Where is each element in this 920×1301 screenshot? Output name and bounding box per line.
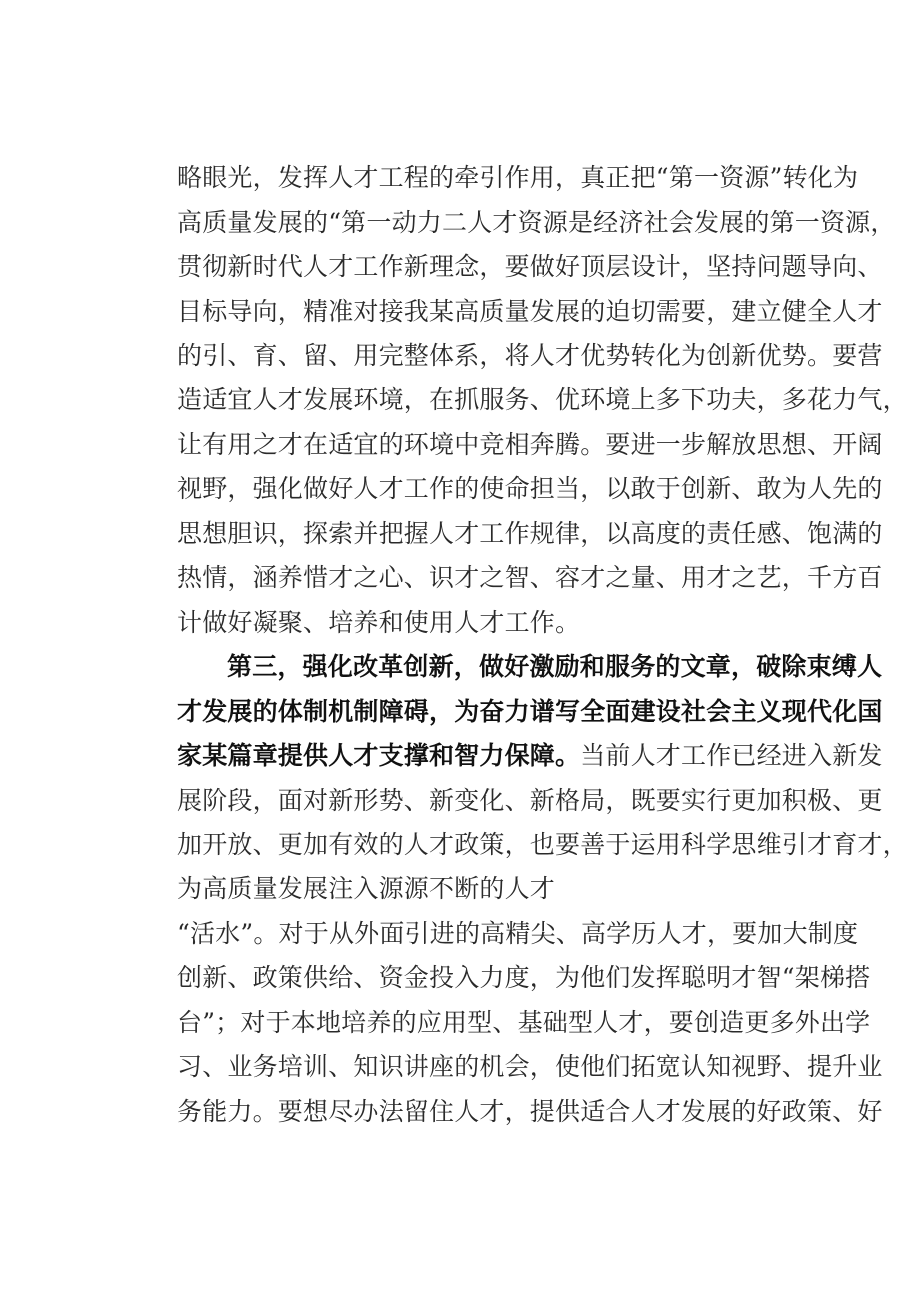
paragraph-line: 视野，强化做好人才工作的使命担当，以敢于创新、敢为人先的 bbox=[177, 474, 883, 503]
paragraph-line: “活水”。对于从外面引进的高精尖、高学历人才，要加大制度 bbox=[177, 919, 859, 948]
section-three-line-3 bbox=[177, 738, 883, 774]
paragraph-line: 热情，涵养惜才之心、识才之智、容才之量、用才之艺，千方百 bbox=[177, 563, 883, 592]
paragraph-line: 目标导向，精准对接我某高质量发展的迫切需要，建立健全人才 bbox=[177, 297, 883, 326]
paragraph-line: 计做好凝聚、培养和使用人才工作。 bbox=[177, 608, 581, 637]
paragraph-line: 思想胆识，探索并把握人才工作规律，以高度的责任感、饱满的 bbox=[177, 519, 883, 548]
paragraph-line: 高质量发展的“第一动力二人才资源是经济社会发展的第一资源， bbox=[177, 208, 896, 237]
paragraph-line: 让有用之才在适宜的环境中竞相奔腾。要进一步解放思想、开阔 bbox=[177, 430, 883, 459]
paragraph-line: 的引、育、留、用完整体系，将人才优势转化为创新优势。要营 bbox=[177, 341, 883, 370]
paragraph-line: 略眼光，发挥人才工程的牵引作用，真正把“第一资源”转化为 bbox=[177, 163, 859, 192]
paragraph-line: 务能力。要想尽办法留住人才，提供适合人才发展的好政策、好 bbox=[177, 1097, 883, 1126]
paragraph-line: 加开放、更加有效的人才政策，也要善于运用科学思维引才育才， bbox=[177, 830, 908, 859]
section-three-heading-line-2: 才发展的体制机制障碍，为奋力谱写全面建设社会主义现代化国 bbox=[177, 697, 883, 726]
paragraph-line: 台”；对于本地培养的应用型、基础型人才，要创造更多外出学 bbox=[177, 1008, 871, 1037]
paragraph-line: 造适宜人才发展环境，在抓服务、优环境上多下功夫，多花力气， bbox=[177, 385, 908, 414]
paragraph-line: 创新、政策供给、资金投入力度，为他们发挥聪明才智“架梯搭 bbox=[177, 963, 871, 992]
paragraph-line: 贯彻新时代人才工作新理念，要做好顶层设计，坚持问题导向、 bbox=[177, 252, 883, 281]
section-three-heading-line-3: 家某篇章提供人才支撑和智力保障。 bbox=[177, 741, 581, 770]
section-three-heading-line-1: 第三，强化改革创新，做好激励和服务的文章，破除束缚人 bbox=[227, 652, 883, 681]
section-three-text: 当前人才工作已经进入新发 bbox=[580, 741, 883, 770]
paragraph-line: 为高质量发展注入源源不断的人才 bbox=[177, 874, 556, 903]
paragraph-line: 习、业务培训、知识讲座的机会，使他们拓宽认知视野、提升业 bbox=[177, 1052, 883, 1081]
paragraph-line: 展阶段，面对新形势、新变化、新格局，既要实行更加积极、更 bbox=[177, 786, 883, 815]
